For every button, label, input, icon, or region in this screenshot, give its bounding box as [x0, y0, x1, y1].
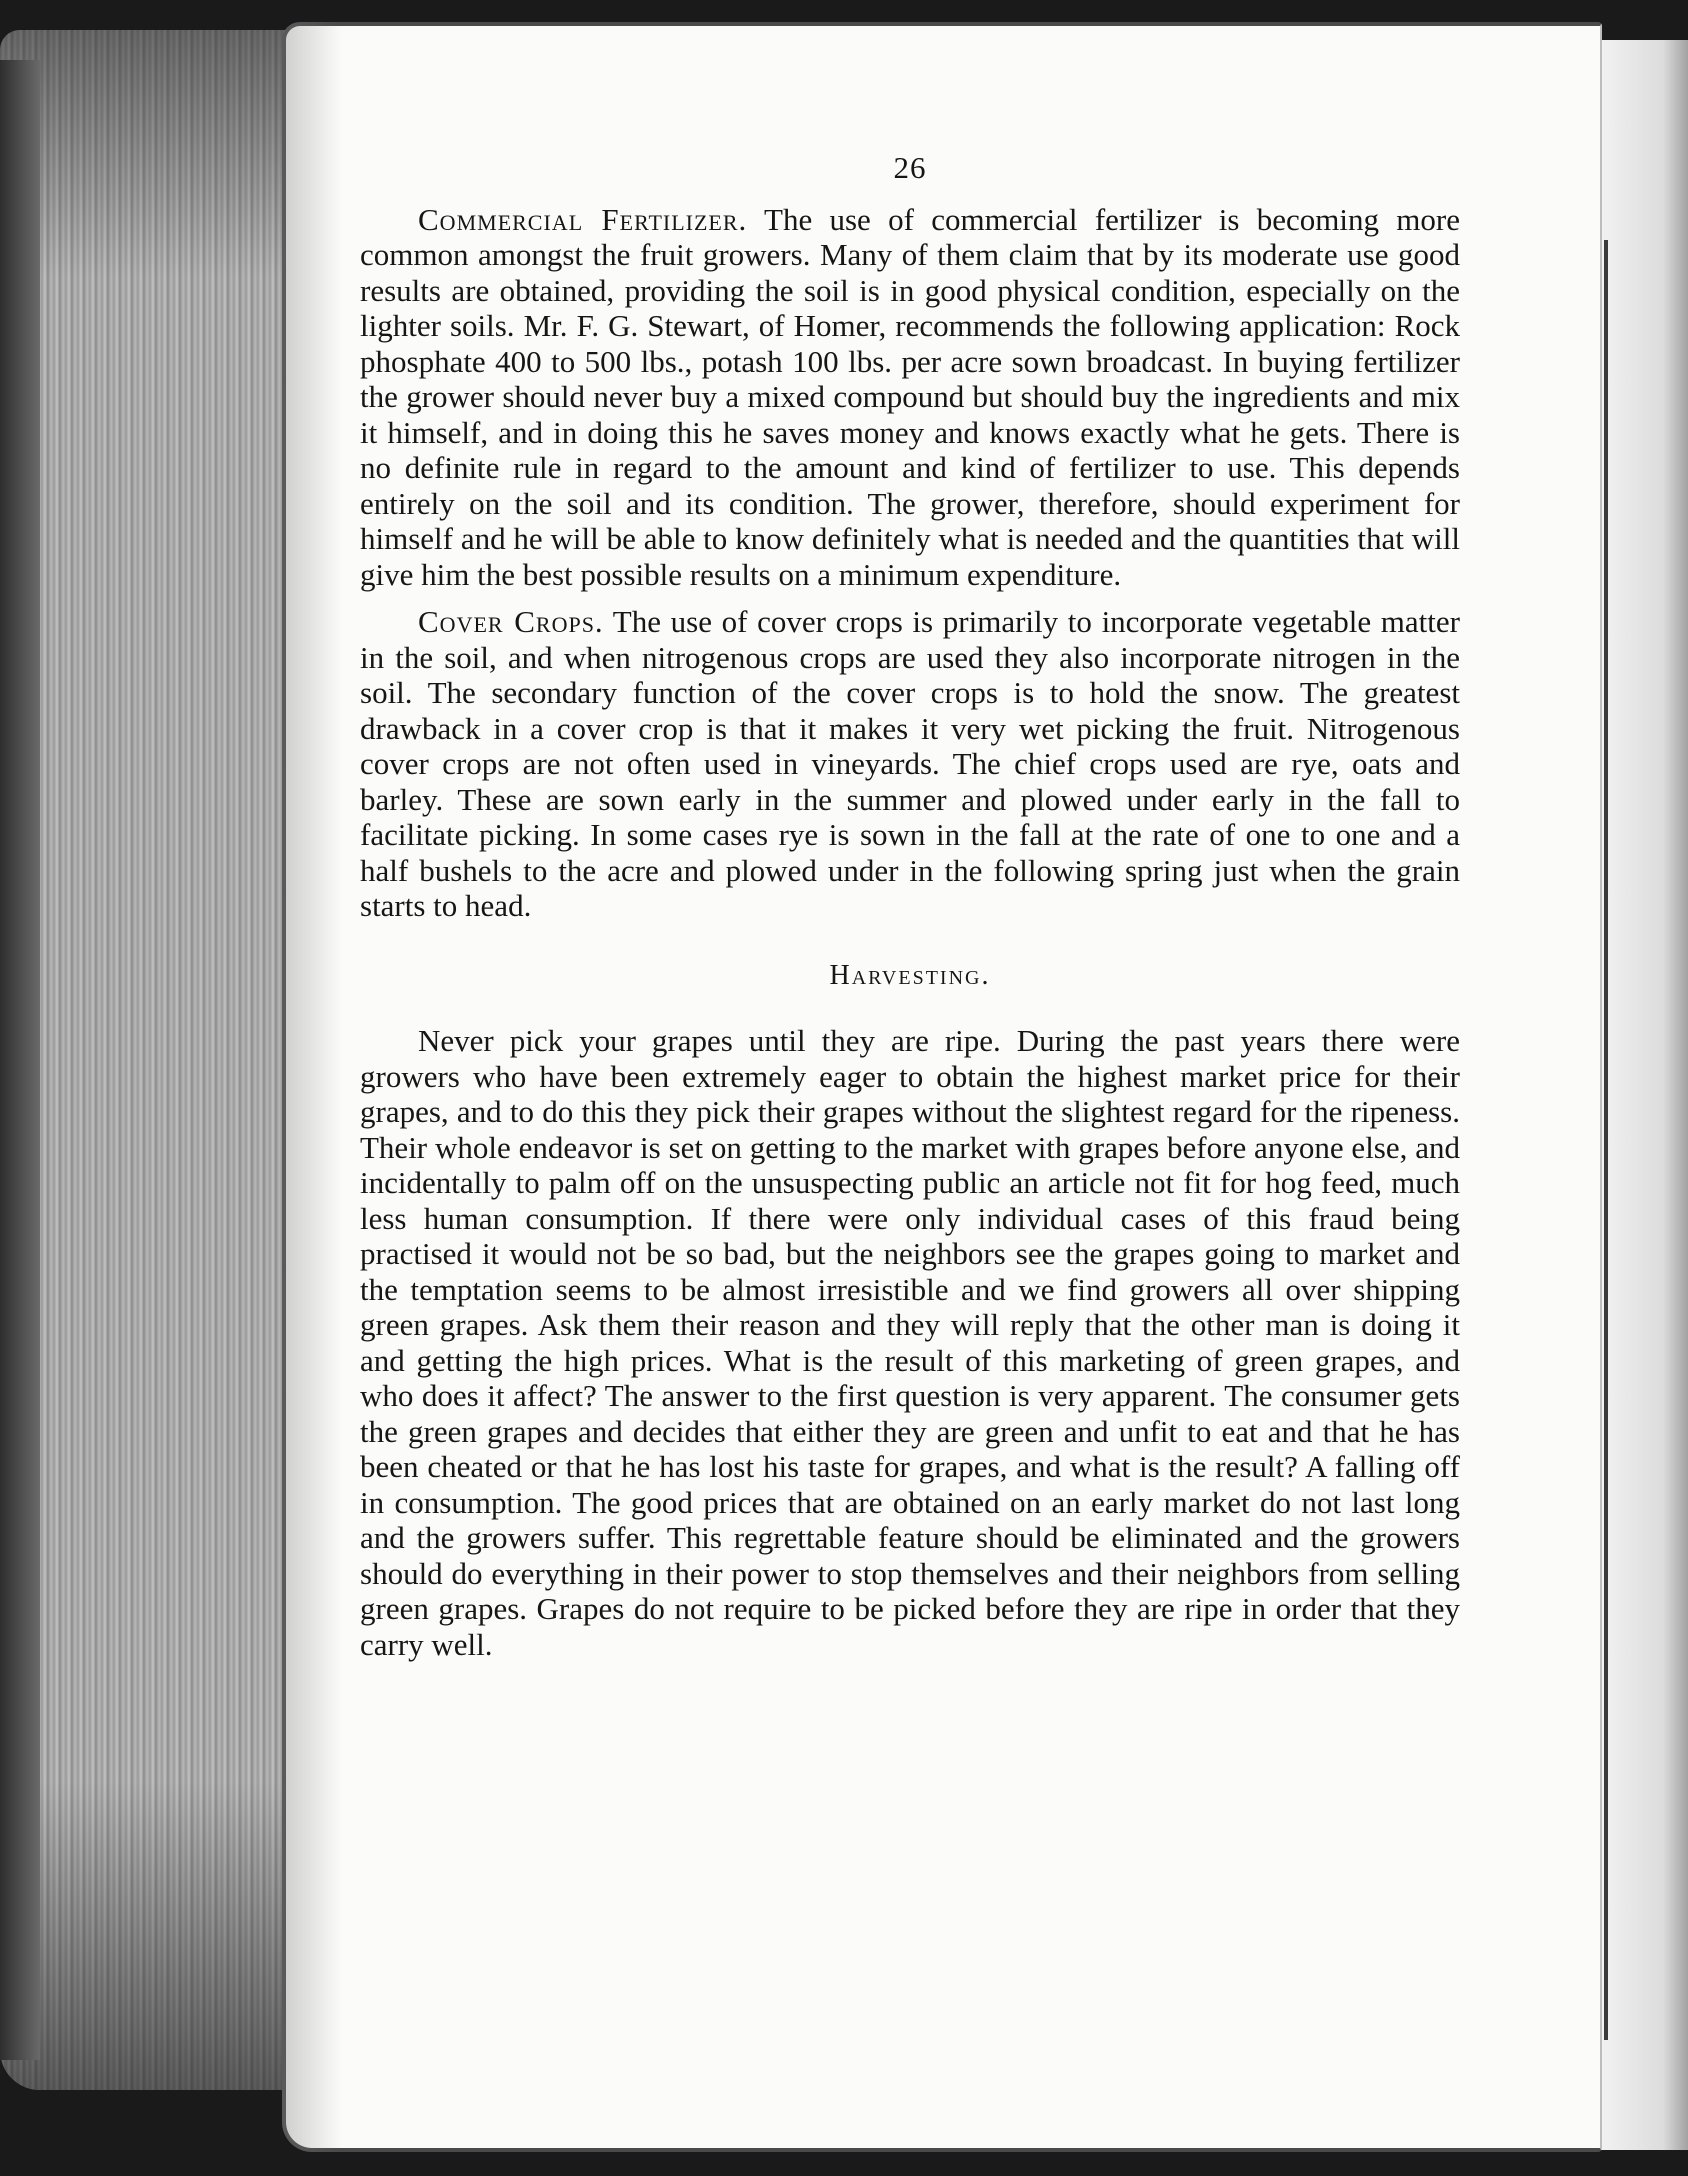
paragraph-body: The use of commercial fertilizer is becoming more common amongst the fruit growers. Many of them claim that by its moderate use good results are obtained, providing the soil is in good physical condition, especially on the lighter soils. Mr. F. G. Stewart, of Homer, recommends the following application: Rock phosphate 400 to 500 lbs., potash 100 lbs. per acre sown broadcast. In buying fertilizer the grower should never buy a mixed compound but should buy the ingredients and mix it himself, and in doing this he saves money and knows exactly what he gets. There is no definite rule in regard to the amount and kind of fertilizer to use. This depends entirely on the soil and its condition. The grower, therefore, should experiment for himself and he will be able to know definitely what is needed and the quantities that will give him the best possible results on a minimum expenditure. [360, 201, 1460, 592]
run-in-heading-commercial-fertilizer: Commercial Fertilizer. [418, 201, 748, 237]
book-spine [0, 60, 40, 2060]
section-heading-harvesting: Harvesting. [829, 959, 991, 991]
paragraph-harvesting [360, 1023, 1460, 1662]
paragraph-body: The use of cover crops is primarily to incorporate vegetable matter in the soil, and when nitrogenous crops are used they also incorporate nitrogen in the soil. The secondary function of the cover crops is to hold the snow. The greatest drawback in a cover crop is that it makes it very wet picking the fruit. Nitrogenous cover crops are not often used in vineyards. The chief crops used are rye, oats and barley. These are sown early in the summer and plowed under early in the fall to facilitate picking. In some cases rye is sown in the fall at the rate of one to one and a half bushels to the acre and plowed under in the following spring just when the grain starts to head. [360, 604, 1460, 923]
paragraph-body: Never pick your grapes until they are ripe. During the past years there were growers who have been extremely eager to obtain the highest market price for their grapes, and to do this they pick their grapes without the slightest regard for the ripeness. Their whole endeavor is set on getting to the market with grapes before anyone else, and incidentally to palm off on the unsuspecting public an article not fit for hog feed, much less human consumption. If there were only individual cases of this fraud being practised it would not be so bad, but the neighbors see the grapes going to market and the temptation seems to be almost irresistible and we find growers all over shipping green grapes. Ask them their reason and they will reply that the other man is doing it and getting the high prices. What is the result of this marketing of green grapes, and who does it affect? The answer to the first question is very apparent. The consumer gets the green grapes and decides that either they are green and unfit to eat and that he has been cheated or that he has lost his taste for grapes, and what is the result? A falling off in consumption. The good prices that are obtained on an early market do not last long and the growers suffer. This regrettable feature should be eliminated and the growers should do everything in their power to stop themselves and their neighbors from selling green grapes. Grapes do not require to be picked before they are ripe in order that they carry well. [360, 1023, 1460, 1662]
page-text [360, 150, 1460, 1674]
book-edge-shadow [0, 30, 300, 2090]
facing-page-edge [1600, 40, 1688, 2150]
run-in-heading-cover-crops: Cover Crops. [418, 604, 604, 639]
page-gutter-shadow [282, 22, 342, 2152]
paragraph-commercial-fertilizer [360, 202, 1460, 593]
facing-page-gutter [1604, 240, 1608, 2040]
page-number: 26 [893, 150, 927, 185]
paragraph-cover-crops [360, 604, 1460, 924]
